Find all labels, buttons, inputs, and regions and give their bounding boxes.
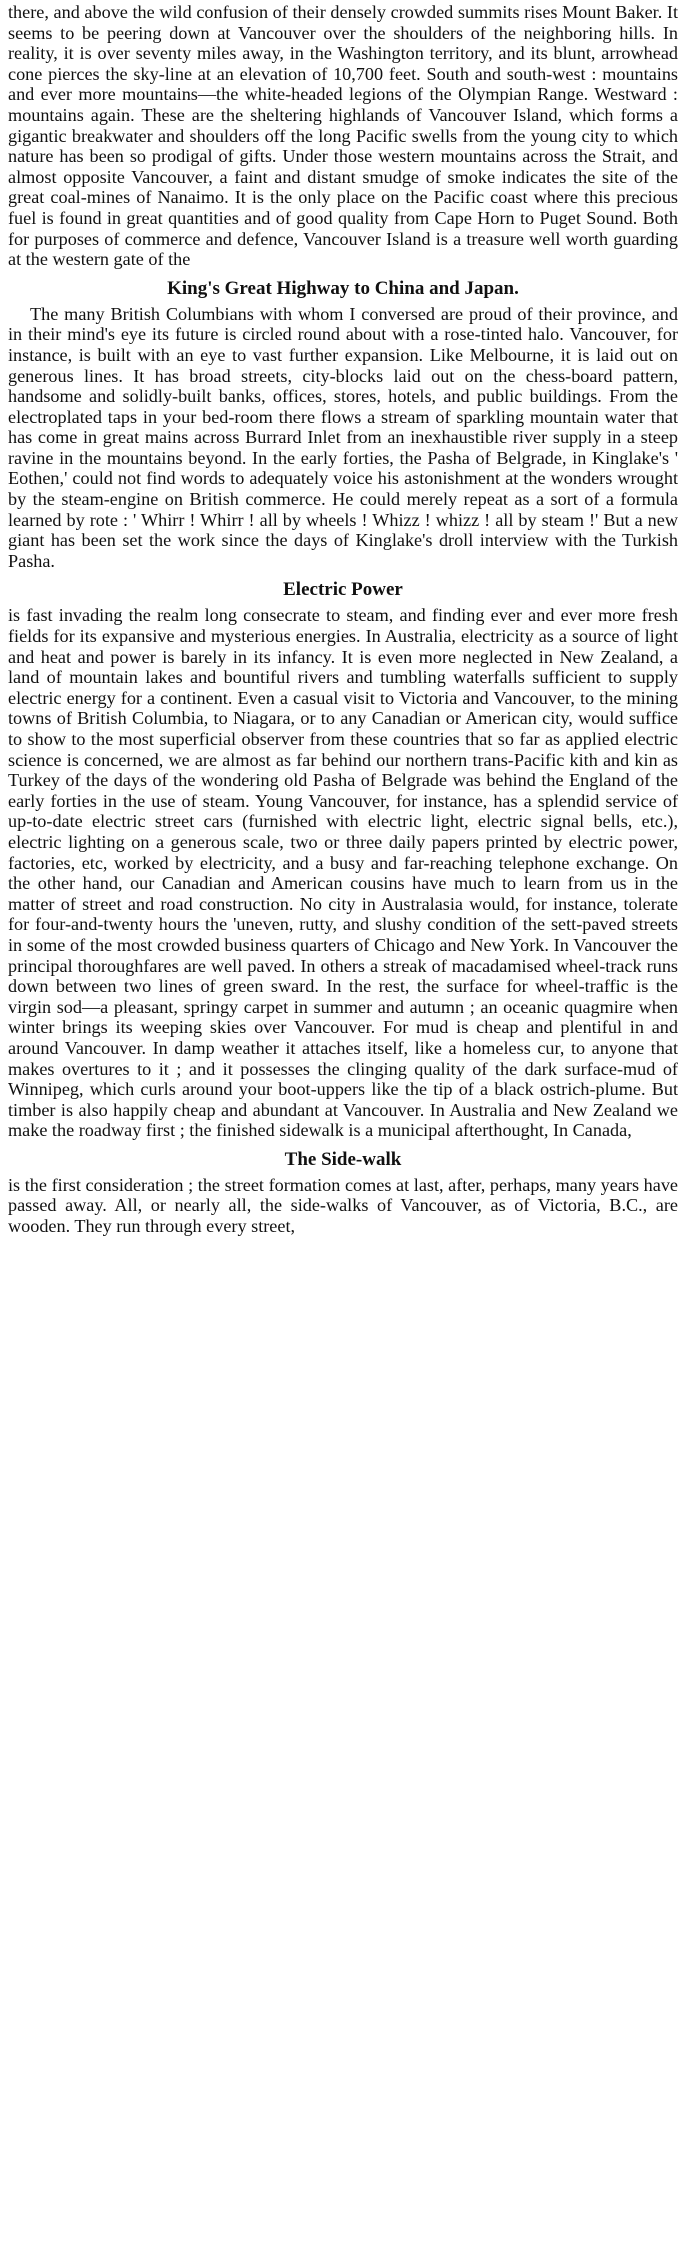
- section-heading-kings-highway: King's Great Highway to China and Japan.: [167, 277, 519, 299]
- article-paragraph-electricity: is fast invading the realm long consecrate to steam, and finding ever and ever more fresh fields for its expansive and mysterious energies. In Australia, electricity as a source of light and heat and power is barely in its infancy. It is even more neglected in New Zealand, a land of mountain lakes and bountiful rivers and tumbling waterfalls sufficient to supply electric energy for a continent. Even a casual visit to Victoria and Vancouver, to the mining towns of British Columbia, to Niagara, or to any Canadian or American city, would suffice to show to the most superficial observer from these countries that so far as applied electric science is concerned, we are almost as far behind our northern trans-Pacific kith and kin as Turkey of the days of the wondering old Pasha of Belgrade was behind the England of the early forties in the use of steam. Young Vancouver, for instance, has a splendid service of up-to-date electric street cars (furnished with electric light, electric signal bells, etc.), electric lighting on a generous scale, two or three daily papers printed by electric power, factories, etc, worked by electricity, and a busy and far-reaching telephone exchange. On the other hand, our Canadian and American cousins have much to learn from us in the matter of street and road construction. No city in Australasia would, for instance, tolerate for four-and-twenty hours the 'uneven, rutty, and slushy condition of the sett-paved streets in some of the most crowded business quarters of Chicago and New York. In Vancouver the principal thoroughfares are well paved. In others a streak of macadamised wheel-track runs down between two lines of green sward. In the rest, the surface for wheel-traffic is the virgin sod—a pleasant, springy carpet in summer and autumn ; an oceanic quagmire when winter brings its weeping skies over Vancouver. For mud is cheap and plentiful in and around Vancouver. In damp weather it attaches itself, like a homeless cur, to anyone that makes overtures to it ; and it possesses the clinging quality of the dark surface-mud of Winnipeg, which curls around your boot-uppers like the tip of a black ostrich-plume. But timber is also happily cheap and abundant at Vancouver. In Australia and New Zealand we make the roadway first ; the finished sidewalk is a municipal afterthought, In Canada,: [8, 605, 678, 1141]
- article-paragraph-mount-baker: there, and above the wild confusion of their densely crowded summits rises Mount Baker. It seems to be peering down at Vancouver over the shoulders of the neighboring hills. In reality, it is over seventy miles away, in the Washington territory, and its blunt, arrowhead cone pierces the sky-line at an elevation of 10,700 feet. South and south-west : mountains and ever more mountains—the white-headed legions of the Olympian Range. Westward : mountains again. These are the sheltering highlands of Vancouver Island, which forms a gigantic breakwater and shoulders off the long Pacific swells from the young city to which nature has been so prodigal of gifts. Under those western mountains across the Strait, and almost opposite Vancouver, a faint and distant smudge of smoke indicates the site of the great coal-mines of Nanaimo. It is the only place on the Pacific coast where this precious fuel is found in great quantities and of good quality from Cape Horn to Puget Sound. Both for purposes of commerce and defence, Vancouver Island is a treasure well worth guarding at the western gate of the: [8, 2, 678, 270]
- article-paragraph-british-columbians: The many British Columbians with whom I conversed are proud of their province, and in their mind's eye its future is circled round about with a rose-tinted halo. Vancouver, for instance, is built with an eye to vast further expansion. Like Melbourne, it is laid out on generous lines. It has broad streets, city-blocks laid out on the chess-board pattern, handsome and solidly-built banks, offices, stores, hotels, and public buildings. From the electroplated taps in your bed-room there flows a stream of sparkling mountain water that has come in great mains across Burrard Inlet from an inexhaustible river supply in a steep ravine in the mountains beyond. In the early forties, the Pasha of Belgrade, in Kinglake's ' Eothen,' could not find words to adequately voice his astonishment at the wonders wrought by the steam-engine on British commerce. He could merely repeat as a sort of a formula learned by rote : ' Whirr ! Whirr ! all by wheels ! Whizz ! whizz ! all by steam !' But a new giant has been set the work since the days of Kinglake's droll interview with the Turkish Pasha.: [8, 303, 678, 571]
- article-paragraph-side-walk: is the first consideration ; the street formation comes at last, after, perhaps, many years have passed away. All, or nearly all, the side-walks of Vancouver, as of Victoria, B.C., are wooden. They run through every street,: [8, 1174, 678, 1237]
- section-heading-electric-power: Electric Power: [283, 579, 403, 601]
- section-heading-side-walk: The Side-walk: [284, 1148, 402, 1170]
